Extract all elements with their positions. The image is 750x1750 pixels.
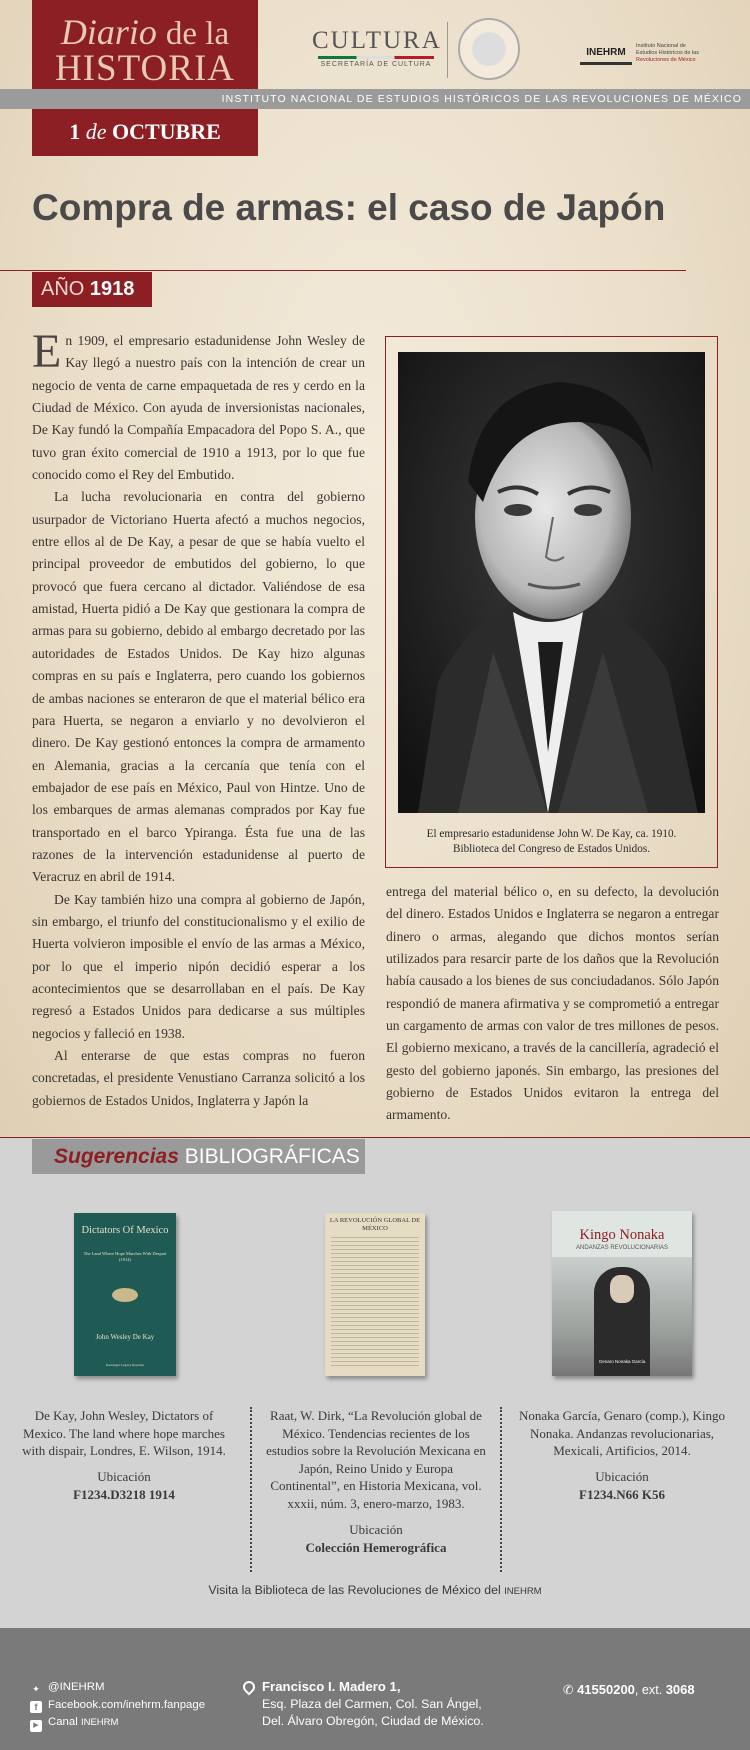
location-label: Ubicación (349, 1522, 403, 1537)
location-1 (14, 1468, 234, 1504)
flag-stripe (318, 56, 434, 59)
cultura-subtitle: SECRETARÍA DE CULTURA (320, 61, 432, 68)
address (262, 1678, 484, 1730)
article-paragraph-1 (32, 325, 365, 486)
inehrm-building-icon (580, 37, 632, 65)
book1-cover-publisher: Kessinger Legacy Reprints (106, 1363, 144, 1367)
article-paragraph-2: La lucha revolucionaria en contra del gobierno usurpador de Victoriano Huerta afectó a muchos negocios, entre ellos al de De Kay, a pesar de que se había vuelto el principal proveedor de embutidos del gobierno, lo que provocó que fuera cercano al dictador. Valiéndose de esa amistad, Huerta pidió a De Kay que gestionara la compra de armas para su gobierno, debido al embargo decretado por las autoridades de Estados Unidos. De Kay hizo algunas compras en su país e Inglaterra, pero cuando los gobiernos de ambas naciones se enteraron de que el material bélico era para Huerta, se negaron a enviarlo y no devolvieron el dinero. De Kay gestionó entonces la compra de armamento en Alemania, gracias a la cercanía que tenía con el embajador de ese país en México, Paul von Hintze. Uno de los embarques de armas alemanas comprados por Kay fue transportado en el barco Ypiranga. Ésta fue una de las razones de la intervención estadunidense al puerto de Veracruz en abril de 1914. (32, 489, 365, 885)
suggestions-title (32, 1139, 365, 1174)
article-paragraph-3: De Kay también hizo una compra al gobierno de Japón, sin embargo, el triunfo del constitucionalismo y el exilio de Huerta volvieron imposible el envío de las armas a México, por lo que el imperio nipón decidió esperar a los acontecimientos que se desarrollaban en el país. De Kay regresó a Estados Unidos para dedicarse a sus múltiples negocios y falleció en 1938. (32, 891, 365, 1041)
phone-number: 41550200 (577, 1682, 635, 1697)
facebook-icon: f (30, 1701, 42, 1713)
location-3 (512, 1468, 732, 1504)
dotted-divider (250, 1407, 252, 1572)
book1-cover-title: Dictators Of Mexico (81, 1225, 169, 1236)
book2-cover-title: LA REVOLUCIÓN GLOBAL DE MÉXICO (329, 1217, 421, 1232)
national-seal-icon (458, 18, 520, 80)
date-month: OCTUBRE (111, 119, 221, 144)
reference-1: De Kay, John Wesley, Dictators of Mexico. The land where hope marches with dispair, Londres, E. Wilson, 1914. (22, 1408, 226, 1459)
phone-ext-label: , ext. (634, 1683, 663, 1697)
phone-ext: 3068 (665, 1682, 695, 1697)
article-column-right (386, 881, 719, 1127)
book-cover-2[interactable] (325, 1213, 425, 1376)
twitter-handle: @INEHRM (48, 1681, 105, 1693)
visit-text: Visita la Biblioteca de las Revoluciones de México del (208, 1583, 501, 1597)
location-label: Ubicación (595, 1469, 649, 1484)
facebook-link[interactable] (30, 1697, 205, 1715)
cultura-name: CULTURA (312, 27, 442, 54)
institute-banner (0, 89, 750, 109)
inehrm-logo-text: INEHRM (586, 47, 626, 58)
inehrm-logo-caption (636, 43, 699, 64)
book3-cover-author: Genaro Nonaka García (598, 1359, 646, 1364)
location-label: Ubicación (97, 1469, 151, 1484)
youtube-prefix: Canal (48, 1716, 78, 1728)
title-rule (0, 270, 686, 271)
footer (0, 1628, 750, 1750)
book3-cover-title: Kingo Nonaka (579, 1227, 665, 1243)
logo-divider (447, 22, 448, 78)
article-column-left (32, 325, 365, 1112)
reference-2: Raat, W. Dirk, “La Revolución global de México. Tendencias recientes de los estudios sobre la Revolución Mexicana en Japón, Reino Unido y Europa Continental”, en Historia Mexicana, vol. xxxii, núm. 3, enero-marzo, 1983. (266, 1408, 486, 1511)
article-paragraph-4: Al enterarse de que estas compras no fueron concretadas, el presidente Venustiano Carranza solicitó a los gobiernos de Estados Unidos, Inglaterra y Japón la (32, 1048, 365, 1108)
inehrm-logo[interactable] (580, 37, 700, 67)
address-line3: Del. Álvaro Obregón, Ciudad de México. (262, 1714, 484, 1728)
phone-icon: ✆ (563, 1683, 574, 1697)
twitter-link[interactable] (30, 1679, 205, 1697)
book1-cover-author: John Wesley De Kay (95, 1333, 155, 1341)
year-badge (32, 272, 152, 307)
youtube-icon: ▶ (30, 1720, 42, 1732)
portrait-caption (386, 827, 717, 857)
dropcap: E (32, 325, 62, 378)
dotted-divider (500, 1407, 502, 1572)
page-title: Compra de armas: el caso de Japón (32, 187, 666, 228)
book-cover-1[interactable] (74, 1213, 176, 1376)
youtube-name: INEHRM (80, 1717, 119, 1728)
suggestions-title-rest: BIBLIOGRÁFICAS (184, 1145, 360, 1168)
book3-face (610, 1275, 634, 1303)
visit-abbr: INEHRM (504, 1586, 542, 1597)
inehrm-line3: Revoluciones de México (636, 57, 696, 63)
masthead-diario: Diario (60, 12, 157, 52)
book3-cover-subtitle: ANDANZAS REVOLUCIONARIAS (575, 1245, 669, 1251)
masthead-historia: HISTORIA (55, 48, 235, 89)
location-2 (265, 1521, 487, 1557)
year-label: AÑO (41, 278, 85, 300)
institute-banner-text: INSTITUTO NACIONAL DE ESTUDIOS HISTÓRICOS DE LAS REVOLUCIONES DE MÉXICO (221, 93, 742, 105)
portrait-image (398, 352, 705, 813)
paragraph-1-text: n 1909, el empresario estadunidense John Wesley de Kay llegó a nuestro país con la intención de crear un negocio de venta de carne empaquetada de res y cerdo en la Ciudad de México. Con ayuda de inversionistas nacionales, De Kay fundó la Compañía Empacadora del Popo S. A., que tuvo gran éxito comercial de 1910 a 1913, por lo que fue conocido como el Rey del Embutido. (32, 333, 365, 483)
article-paragraph-5: entrega del material bélico o, en su defecto, la devolución del dinero. Estados Unidos e Inglaterra se negaron a entregar dinero o armas, alegando que dichos montos serían utilizados para resarcir parte de los daños que la Revolución había causado a los bienes de sus conciudadanos. Sólo Japón respondió de manera afirmativa y se comprometió a entregar un cargamento de armas con valor de tres millones de pesos. El gobierno mexicano, a través de la cancillería, agradeció el gesto del gobierno japonés. Sin embargo, las presiones del gobierno de Estados Unidos evitaron la entrega del armamento. (386, 884, 719, 1123)
book1-cover-subtitle: The Land Where Hope Marches With Despair (1914) (83, 1251, 167, 1262)
phone-contact[interactable] (563, 1682, 695, 1697)
inehrm-line2: Estudios Históricos de las (636, 50, 699, 56)
masthead-dela: de la (165, 16, 230, 52)
twitter-icon: ✦ (32, 1684, 40, 1694)
book2-text-lines (331, 1237, 419, 1367)
address-line2: Esq. Plaza del Carmen, Col. San Ángel, (262, 1697, 482, 1711)
address-street: Francisco I. Madero 1, (262, 1679, 401, 1694)
facebook-url: Facebook.com/inehrm.fanpage (48, 1698, 206, 1711)
book-cover-3[interactable] (552, 1211, 692, 1376)
portrait-photo (398, 352, 705, 813)
social-links (30, 1679, 205, 1732)
location-value: F1234.D3218 1914 (73, 1487, 175, 1502)
reference-3: Nonaka García, Genaro (comp.), Kingo Nonaka. Andanzas revolucionarias, Mexicali, Artificios, 2014. (518, 1408, 726, 1459)
location-value: Colección Hemerográfica (305, 1540, 447, 1555)
location-value: F1234.N66 K56 (579, 1487, 665, 1502)
suggestions-title-italic: Sugerencias (54, 1145, 179, 1168)
date-de: de (85, 119, 107, 144)
cultura-logo[interactable] (312, 27, 440, 70)
inehrm-line1: Instituto Nacional de (636, 43, 686, 49)
portrait-figure (385, 336, 718, 868)
date-day: 1 (69, 119, 81, 144)
location-pin-icon (241, 1679, 258, 1696)
caption-line1: El empresario estadunidense John W. De Kay, ca. 1910. (426, 828, 677, 840)
youtube-link[interactable] (30, 1714, 205, 1732)
year-value: 1918 (89, 278, 135, 300)
masthead-date (32, 118, 258, 146)
library-visit-note (0, 1583, 750, 1597)
masthead-logo[interactable] (32, 0, 258, 156)
caption-line2: Biblioteca del Congreso de Estados Unidos. (453, 843, 650, 855)
book1-ornament-icon (112, 1288, 138, 1302)
